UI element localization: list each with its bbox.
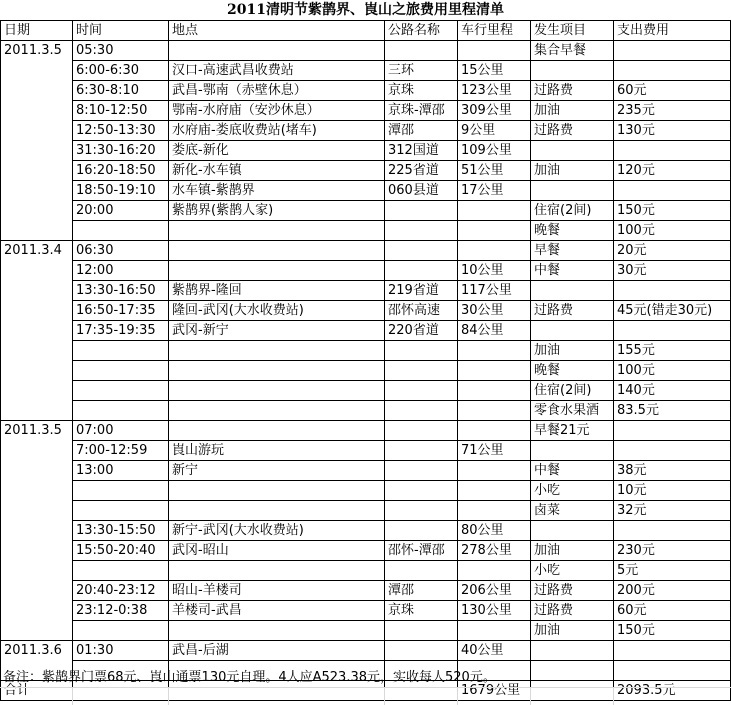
cell-road[interactable]: 312国道 [385, 141, 458, 161]
cell-cost[interactable]: 2093.5元 [614, 681, 731, 701]
cell-time[interactable]: 06:30 [73, 241, 169, 261]
cell-distance[interactable]: 206公里 [458, 581, 531, 601]
cell-item[interactable]: 加油 [531, 341, 614, 361]
table-row [1, 481, 731, 501]
cell-road[interactable]: 060县道 [385, 181, 458, 201]
cell-date[interactable] [1, 221, 73, 241]
cell-item[interactable]: 集合早餐 [531, 41, 614, 61]
cell-distance[interactable] [458, 401, 531, 421]
cell-distance[interactable]: 109公里 [458, 141, 531, 161]
cell-date[interactable] [1, 61, 73, 81]
cell-time[interactable]: 15:50-20:40 [73, 541, 169, 561]
cell-road[interactable] [385, 381, 458, 401]
cell-place[interactable]: 紫鹊界-隆回 [169, 281, 385, 301]
cell-date[interactable] [1, 81, 73, 101]
cell-place[interactable]: 水车镇-紫鹊界 [169, 181, 385, 201]
cell-date[interactable] [1, 281, 73, 301]
cell-item[interactable]: 小吃 [531, 481, 614, 501]
table-row [1, 121, 731, 141]
cell-distance[interactable]: 10公里 [458, 261, 531, 281]
cell-item[interactable]: 加油 [531, 621, 614, 641]
cell-cost[interactable]: 5元 [614, 561, 731, 581]
cell-cost[interactable]: 60元 [614, 601, 731, 621]
cell-road[interactable] [385, 221, 458, 241]
cell-time[interactable]: 6:30-8:10 [73, 81, 169, 101]
table-row [1, 261, 731, 281]
cell-distance[interactable] [458, 561, 531, 581]
cell-distance[interactable] [458, 361, 531, 381]
table-row [1, 81, 731, 101]
cell-date[interactable] [1, 101, 73, 121]
cell-item[interactable]: 加油 [531, 541, 614, 561]
cell-road[interactable]: 邵怀-潭邵 [385, 541, 458, 561]
cell-item[interactable] [531, 441, 614, 461]
cell-date[interactable] [1, 321, 73, 341]
cell-time[interactable] [73, 401, 169, 421]
cell-item[interactable]: 过路费 [531, 81, 614, 101]
cell-place[interactable] [169, 221, 385, 241]
cell-date[interactable] [1, 621, 73, 641]
table-row [1, 301, 731, 321]
cell-cost[interactable]: 32元 [614, 501, 731, 521]
cell-road[interactable] [385, 521, 458, 541]
cell-road[interactable] [385, 241, 458, 261]
cell-cost[interactable]: 100元 [614, 361, 731, 381]
cell-distance[interactable]: 9公里 [458, 121, 531, 141]
table-row [1, 181, 731, 201]
cell-place[interactable]: 新化-水车镇 [169, 161, 385, 181]
cell-time[interactable]: 17:35-19:35 [73, 321, 169, 341]
footnote: 备注：紫鹊界门票68元、崀山通票130元自理。4人应A523.38元，实收每人520元。 [3, 670, 496, 685]
cell-item[interactable] [531, 141, 614, 161]
table-row [1, 221, 731, 241]
cell-place[interactable]: 汉口-高速武昌收费站 [169, 61, 385, 81]
cell-date[interactable] [1, 441, 73, 461]
cell-date[interactable] [1, 341, 73, 361]
table-row [1, 621, 731, 641]
cell-item[interactable]: 住宿(2间) [531, 381, 614, 401]
cell-road[interactable]: 京珠 [385, 601, 458, 621]
cell-cost[interactable]: 100元 [614, 221, 731, 241]
cell-time[interactable]: 16:50-17:35 [73, 301, 169, 321]
cell-road[interactable]: 220省道 [385, 321, 458, 341]
cell-distance[interactable]: 40公里 [458, 641, 531, 661]
cell-road[interactable] [385, 621, 458, 641]
cell-time[interactable] [73, 381, 169, 401]
cell-time[interactable]: 20:00 [73, 201, 169, 221]
cell-date[interactable] [1, 181, 73, 201]
cell-place[interactable] [169, 501, 385, 521]
table-row [1, 561, 731, 581]
cell-item[interactable]: 小吃 [531, 561, 614, 581]
cell-road[interactable]: 219省道 [385, 281, 458, 301]
cell-place[interactable] [169, 381, 385, 401]
cell-distance[interactable]: 278公里 [458, 541, 531, 561]
cell-cost[interactable]: 200元 [614, 581, 731, 601]
table-row [1, 641, 731, 661]
cell-road[interactable] [385, 561, 458, 581]
cell-distance[interactable] [458, 201, 531, 221]
cell-distance[interactable] [458, 221, 531, 241]
cell-place[interactable] [169, 401, 385, 421]
table-row [1, 401, 731, 421]
cell-distance[interactable] [458, 41, 531, 61]
cell-date[interactable] [1, 401, 73, 421]
cell-distance[interactable] [458, 341, 531, 361]
header-date[interactable]: 日期 [1, 21, 73, 41]
table-row [1, 341, 731, 361]
cell-road[interactable]: 潭邵 [385, 581, 458, 601]
cell-place[interactable]: 武昌-后湖 [169, 641, 385, 661]
table-row [1, 141, 731, 161]
cell-distance[interactable]: 17公里 [458, 181, 531, 201]
cell-place[interactable] [169, 341, 385, 361]
cell-item[interactable]: 中餐 [531, 261, 614, 281]
cell-distance[interactable]: 309公里 [458, 101, 531, 121]
cell-place[interactable] [169, 481, 385, 501]
cell-distance[interactable] [458, 461, 531, 481]
cell-place[interactable]: 武冈-新宁 [169, 321, 385, 341]
cell-place[interactable]: 新宁-武冈(大水收费站) [169, 521, 385, 541]
cell-item[interactable] [531, 521, 614, 541]
cell-cost[interactable] [614, 641, 731, 661]
cell-time[interactable]: 12:50-13:30 [73, 121, 169, 141]
table-row [1, 201, 731, 221]
cell-date[interactable]: 2011.3.4 [1, 241, 73, 261]
cell-road[interactable]: 三环 [385, 61, 458, 81]
table-row [1, 101, 731, 121]
cell-place[interactable] [169, 241, 385, 261]
cell-date[interactable] [1, 141, 73, 161]
cell-item[interactable]: 加油 [531, 161, 614, 181]
cell-distance[interactable] [458, 421, 531, 441]
table-row [1, 281, 731, 301]
cell-cost[interactable]: 60元 [614, 81, 731, 101]
header-item[interactable]: 发生项目 [531, 21, 614, 41]
header-time[interactable]: 时间 [73, 21, 169, 41]
cell-road[interactable] [385, 441, 458, 461]
cell-distance[interactable]: 30公里 [458, 301, 531, 321]
cell-distance[interactable]: 15公里 [458, 61, 531, 81]
cell-item[interactable] [531, 281, 614, 301]
table-row [1, 441, 731, 461]
cell-item[interactable]: 过路费 [531, 121, 614, 141]
cell-place[interactable] [169, 261, 385, 281]
cell-place[interactable]: 昭山-羊楼司 [169, 581, 385, 601]
cell-item[interactable]: 卤菜 [531, 501, 614, 521]
cell-place[interactable]: 羊楼司-武昌 [169, 601, 385, 621]
cell-time[interactable] [73, 561, 169, 581]
cell-cost[interactable]: 150元 [614, 621, 731, 641]
cell-time[interactable]: 05:30 [73, 41, 169, 61]
cell-cost[interactable] [614, 41, 731, 61]
cell-place[interactable] [169, 361, 385, 381]
cell-item[interactable] [531, 321, 614, 341]
cell-road[interactable]: 京珠 [385, 81, 458, 101]
cell-date[interactable]: 2011.3.5 [1, 421, 73, 441]
table-row [1, 321, 731, 341]
cell-place[interactable] [169, 561, 385, 581]
cell-road[interactable] [385, 421, 458, 441]
cell-cost[interactable] [614, 421, 731, 441]
cell-road[interactable] [385, 501, 458, 521]
cell-place[interactable]: 鄂南-水府庙（安沙休息） [169, 101, 385, 121]
header-place[interactable]: 地点 [169, 21, 385, 41]
cell-time[interactable]: 8:10-12:50 [73, 101, 169, 121]
cell-cost[interactable]: 140元 [614, 381, 731, 401]
cell-distance[interactable] [458, 241, 531, 261]
cell-distance[interactable]: 1679公里 [458, 681, 531, 701]
cell-time[interactable]: 13:30-16:50 [73, 281, 169, 301]
cell-time[interactable]: 7:00-12:59 [73, 441, 169, 461]
cell-cost[interactable]: 150元 [614, 201, 731, 221]
table-row [1, 461, 731, 481]
cell-road[interactable] [385, 341, 458, 361]
cell-cost[interactable]: 10元 [614, 481, 731, 501]
cell-item[interactable]: 零食水果酒 [531, 401, 614, 421]
cell-cost[interactable] [614, 61, 731, 81]
cell-place[interactable]: 娄底-新化 [169, 141, 385, 161]
cell-road[interactable]: 邵怀高速 [385, 301, 458, 321]
cell-item[interactable]: 过路费 [531, 601, 614, 621]
header-road[interactable]: 公路名称 [385, 21, 458, 41]
cell-distance[interactable]: 117公里 [458, 281, 531, 301]
cell-cost[interactable]: 120元 [614, 161, 731, 181]
cell-cost[interactable]: 38元 [614, 461, 731, 481]
cell-time[interactable]: 12:00 [73, 261, 169, 281]
cell-distance[interactable]: 130公里 [458, 601, 531, 621]
cell-date[interactable] [1, 461, 73, 481]
cell-cost[interactable]: 235元 [614, 101, 731, 121]
cell-item[interactable]: 过路费 [531, 581, 614, 601]
cell-date[interactable] [1, 581, 73, 601]
cell-distance[interactable] [458, 501, 531, 521]
cell-cost[interactable] [614, 141, 731, 161]
cell-item[interactable]: 早餐 [531, 241, 614, 261]
cell-road[interactable]: 225省道 [385, 161, 458, 181]
cell-time[interactable] [73, 341, 169, 361]
cell-date[interactable]: 合计 [1, 681, 73, 701]
cell-cost[interactable]: 130元 [614, 121, 731, 141]
table-row [1, 41, 731, 61]
cell-road[interactable] [385, 401, 458, 421]
cell-place[interactable]: 隆回-武冈(大水收费站) [169, 301, 385, 321]
cell-cost[interactable] [614, 181, 731, 201]
cell-date[interactable] [1, 501, 73, 521]
cell-item[interactable] [531, 61, 614, 81]
table-row [1, 581, 731, 601]
cell-time[interactable]: 13:00 [73, 461, 169, 481]
cell-road[interactable] [385, 461, 458, 481]
cell-place[interactable]: 崀山游玩 [169, 441, 385, 461]
cell-time[interactable]: 20:40-23:12 [73, 581, 169, 601]
cell-date[interactable] [1, 361, 73, 381]
cell-time[interactable] [73, 621, 169, 641]
cell-time[interactable]: 6:00-6:30 [73, 61, 169, 81]
cell-time[interactable]: 13:30-15:50 [73, 521, 169, 541]
cell-place[interactable]: 武冈-昭山 [169, 541, 385, 561]
cell-cost[interactable]: 45元(错走30元) [614, 301, 731, 321]
table-row [1, 241, 731, 261]
cell-item[interactable] [531, 641, 614, 661]
cell-date[interactable] [1, 481, 73, 501]
cell-place[interactable] [169, 421, 385, 441]
cell-cost[interactable] [614, 521, 731, 541]
cell-item[interactable] [531, 181, 614, 201]
table-row [1, 61, 731, 81]
cell-distance[interactable]: 84公里 [458, 321, 531, 341]
cell-time[interactable] [73, 481, 169, 501]
cell-date[interactable] [1, 261, 73, 281]
cell-road[interactable]: 潭邵 [385, 121, 458, 141]
cell-item[interactable]: 早餐21元 [531, 421, 614, 441]
cell-time[interactable] [73, 361, 169, 381]
cell-distance[interactable]: 51公里 [458, 161, 531, 181]
table-row [1, 601, 731, 621]
cell-road[interactable] [385, 361, 458, 381]
cell-distance[interactable]: 71公里 [458, 441, 531, 461]
cell-time[interactable]: 18:50-19:10 [73, 181, 169, 201]
cell-date[interactable] [1, 601, 73, 621]
cell-time[interactable]: 01:30 [73, 641, 169, 661]
cell-date[interactable] [1, 301, 73, 321]
table-row [1, 161, 731, 181]
table-row [1, 521, 731, 541]
cell-item[interactable]: 中餐 [531, 461, 614, 481]
cell-road[interactable]: 京珠-潭邵 [385, 101, 458, 121]
table-row [1, 421, 731, 441]
cell-date[interactable] [1, 201, 73, 221]
cell-item[interactable]: 晚餐 [531, 361, 614, 381]
expense-table [0, 20, 731, 701]
cell-time[interactable]: 07:00 [73, 421, 169, 441]
cell-place[interactable]: 水府庙-娄底收费站(堵车) [169, 121, 385, 141]
cell-distance[interactable] [458, 481, 531, 501]
cell-cost[interactable]: 155元 [614, 341, 731, 361]
cell-item[interactable]: 晚餐 [531, 221, 614, 241]
cell-cost[interactable]: 20元 [614, 241, 731, 261]
cell-cost[interactable]: 83.5元 [614, 401, 731, 421]
cell-time[interactable]: 16:20-18:50 [73, 161, 169, 181]
table-row [1, 501, 731, 521]
table-row [1, 381, 731, 401]
table-row [1, 361, 731, 381]
header-cost[interactable]: 支出费用 [614, 21, 731, 41]
cell-cost[interactable]: 30元 [614, 261, 731, 281]
cell-distance[interactable] [458, 381, 531, 401]
header-distance[interactable]: 车行里程 [458, 21, 531, 41]
cell-place[interactable] [169, 41, 385, 61]
cell-distance[interactable] [458, 621, 531, 641]
cell-item[interactable]: 过路费 [531, 301, 614, 321]
cell-date[interactable]: 2011.3.6 [1, 641, 73, 661]
cell-road[interactable] [385, 261, 458, 281]
cell-place[interactable]: 武昌-鄂南（赤壁休息） [169, 81, 385, 101]
cell-place[interactable]: 新宁 [169, 461, 385, 481]
sheet-title: 2011清明节紫鹊界、崀山之旅费用里程清单 [227, 2, 504, 18]
cell-date[interactable] [1, 121, 73, 141]
cell-distance[interactable]: 80公里 [458, 521, 531, 541]
cell-cost[interactable] [614, 321, 731, 341]
cell-date[interactable] [1, 161, 73, 181]
cell-place[interactable]: 紫鹊界(紫鹊人家) [169, 201, 385, 221]
table-row [1, 541, 731, 561]
empty-grid-row [0, 687, 731, 705]
cell-road[interactable] [385, 201, 458, 221]
cell-cost[interactable] [614, 281, 731, 301]
cell-item[interactable]: 加油 [531, 101, 614, 121]
cell-date[interactable] [1, 381, 73, 401]
header-row [1, 21, 731, 41]
cell-time[interactable] [73, 221, 169, 241]
cell-date[interactable] [1, 521, 73, 541]
cell-cost[interactable] [614, 441, 731, 461]
cell-time[interactable] [73, 501, 169, 521]
cell-date[interactable] [1, 561, 73, 581]
cell-item[interactable]: 住宿(2间) [531, 201, 614, 221]
cell-date[interactable] [1, 541, 73, 561]
cell-road[interactable] [385, 641, 458, 661]
cell-time[interactable]: 31:30-16:20 [73, 141, 169, 161]
cell-time[interactable]: 23:12-0:38 [73, 601, 169, 621]
cell-road[interactable] [385, 41, 458, 61]
cell-distance[interactable]: 123公里 [458, 81, 531, 101]
cell-cost[interactable]: 230元 [614, 541, 731, 561]
cell-place[interactable] [169, 621, 385, 641]
cell-date[interactable]: 2011.3.5 [1, 41, 73, 61]
cell-road[interactable] [385, 481, 458, 501]
